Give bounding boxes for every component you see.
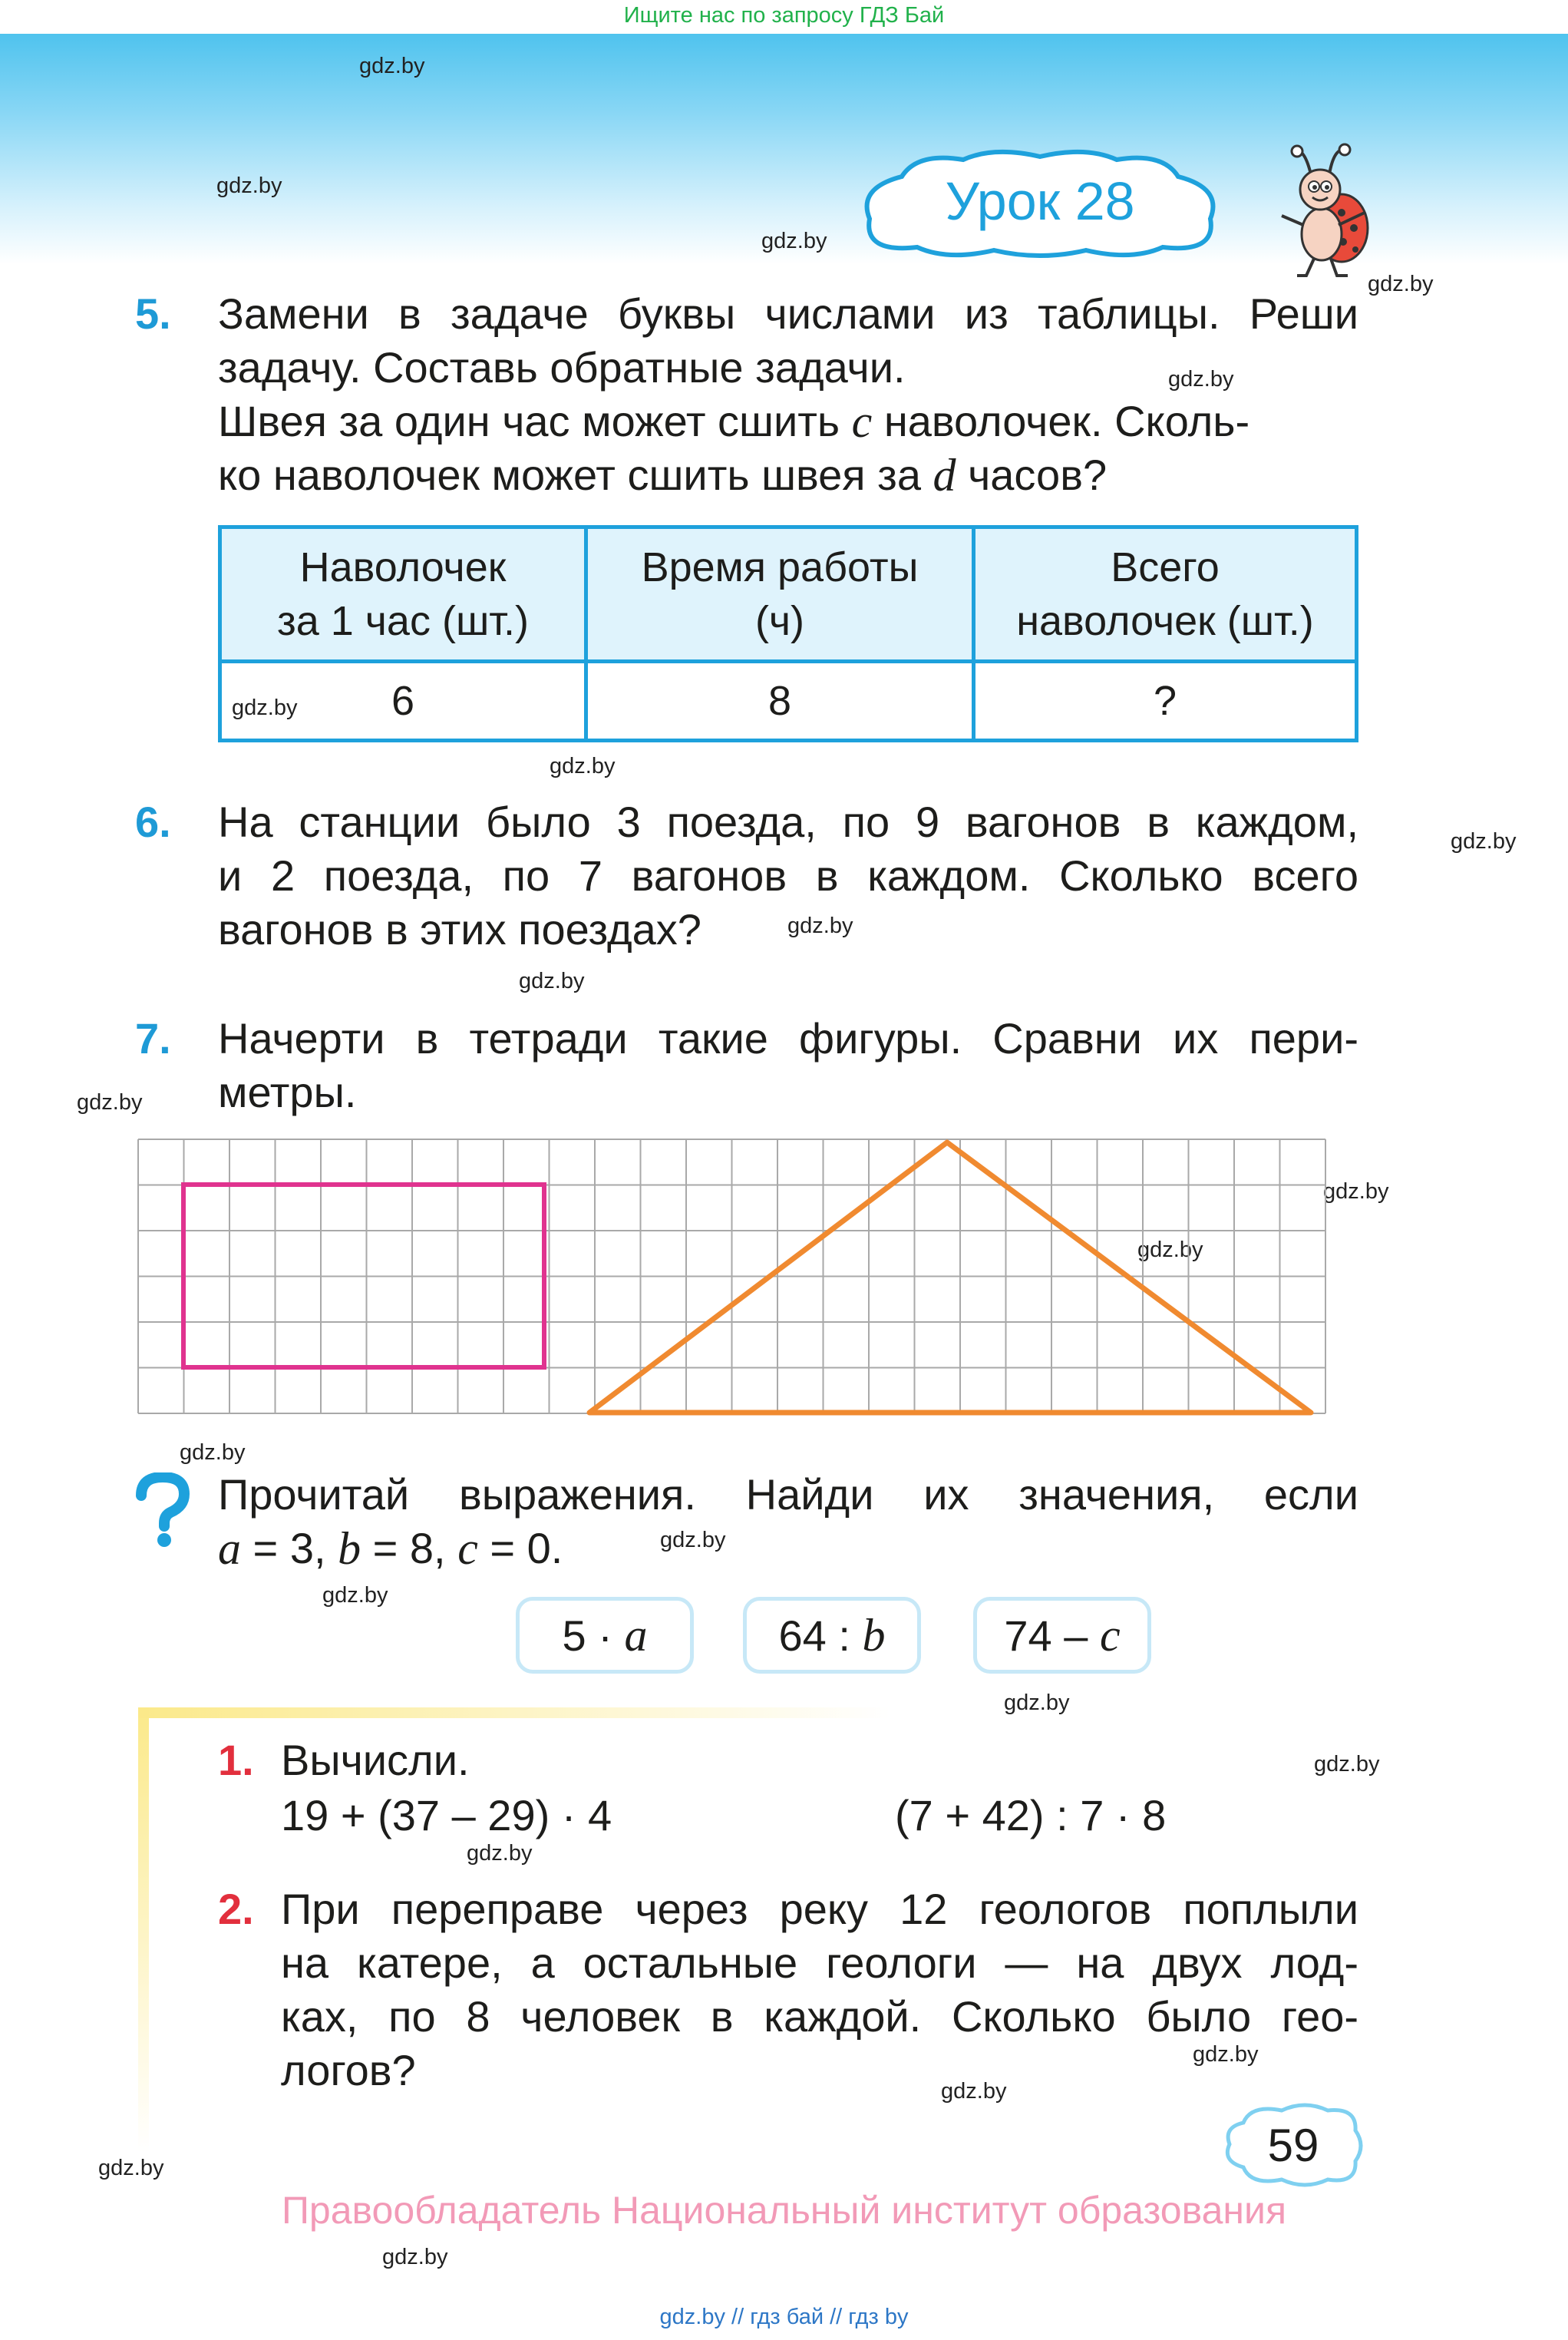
table-cell: ?	[974, 662, 1357, 741]
task5-line2: задачу. Составь обратные задачи.	[218, 343, 906, 392]
review-task2-line1: При переправе через реку 12 геологов поплыли	[281, 1885, 1358, 1933]
text-segment: = 8,	[361, 1524, 458, 1572]
expression-text: 5 ·	[562, 1611, 625, 1660]
task-number: 6.	[135, 798, 171, 846]
expression-variable: a	[624, 1610, 648, 1661]
header-line: (ч)	[754, 598, 805, 644]
watermark: gdz.by	[1193, 2042, 1259, 2067]
expression-box	[973, 1597, 1151, 1674]
task-number: 1.	[218, 1736, 254, 1784]
variable-d: d	[933, 450, 956, 501]
task5-line1: Замени в задаче буквы числами из таблицы. Реши	[218, 289, 1358, 338]
page-number: 59	[1267, 2120, 1319, 2171]
expression-variable: b	[862, 1610, 886, 1661]
review-task1-title: Вычисли.	[281, 1736, 470, 1784]
expression-variable: c	[1099, 1610, 1121, 1661]
watermark: gdz.by	[519, 969, 585, 993]
watermark: gdz.by	[180, 1440, 246, 1465]
text-segment: = 0.	[477, 1524, 563, 1572]
watermark: gdz.by	[941, 2079, 1007, 2104]
ladybug-icon	[1274, 142, 1374, 280]
top-banner[interactable]: Ищите нас по запросу ГДЗ Бай	[623, 3, 945, 28]
watermark: gdz.by	[787, 914, 853, 938]
text-segment: = 3,	[241, 1524, 338, 1572]
watermark: gdz.by	[359, 54, 425, 78]
variable-c: c	[457, 1523, 478, 1574]
text-segment: часов?	[956, 451, 1108, 499]
watermark: gdz.by	[1451, 829, 1517, 854]
table-header-cell	[220, 527, 586, 662]
task6-line1: На станции было 3 поезда, по 9 вагонов в каждом,	[218, 798, 1358, 846]
task5-line4	[218, 448, 1358, 502]
header-line: Время работы	[641, 544, 919, 590]
text-segment: Швея за один час может сшить	[218, 397, 852, 445]
triangle-figure	[589, 1142, 1311, 1413]
task5-line3	[218, 395, 1358, 448]
header-line: наволочек (шт.)	[1016, 598, 1314, 644]
watermark: gdz.by	[232, 696, 298, 720]
table-header-row	[220, 527, 1357, 662]
question-line2	[218, 1522, 1358, 1575]
text-segment: ко наволочек может сшить швея за	[218, 451, 933, 499]
table-row	[220, 662, 1357, 741]
watermark: gdz.by	[467, 1841, 533, 1866]
watermark: gdz.by	[1314, 1752, 1380, 1776]
table-cell: 6	[220, 662, 586, 741]
bottom-links[interactable]: gdz.by // гдз бай // гдз by	[659, 2305, 909, 2329]
table-header-cell	[974, 527, 1357, 662]
watermark: gdz.by	[1323, 1179, 1389, 1204]
table-header-cell	[586, 527, 974, 662]
expression-text: 64 :	[778, 1611, 863, 1660]
task7-line2: метры.	[218, 1068, 357, 1116]
header-line: Всего	[1111, 544, 1220, 590]
variable-a: a	[218, 1523, 241, 1574]
copyright-notice: Правообладатель Национальный институт образования	[281, 2189, 1287, 2232]
watermark: gdz.by	[550, 754, 616, 778]
watermark: gdz.by	[98, 2156, 164, 2180]
variable-c: c	[851, 396, 873, 447]
table-cell: 8	[586, 662, 974, 741]
review-task2-line3: ках, по 8 человек в каждой. Сколько было гео-	[281, 1992, 1358, 2041]
expression-box	[743, 1597, 921, 1674]
watermark: gdz.by	[1168, 367, 1234, 392]
variable-b: b	[338, 1523, 361, 1574]
watermark: gdz.by	[1004, 1691, 1070, 1715]
watermark: gdz.by	[1368, 272, 1434, 296]
task-number: 5.	[135, 289, 171, 338]
task7-line1: Начерти в тетради такие фигуры. Сравни их пери-	[218, 1014, 1358, 1063]
header-line: Наволочек	[299, 544, 507, 590]
watermark: gdz.by	[761, 229, 827, 253]
expression-box	[516, 1597, 694, 1674]
watermark: gdz.by	[322, 1583, 388, 1608]
watermark: gdz.by	[216, 174, 282, 198]
task-number: 2.	[218, 1885, 254, 1933]
watermark: gdz.by	[382, 2245, 448, 2269]
question-line1: Прочитай выражения. Найди их значения, если	[218, 1470, 1358, 1519]
watermark: gdz.by	[1137, 1238, 1203, 1262]
task6-line3: вагонов в этих поездах?	[218, 905, 701, 954]
review-task2-line2: на катере, а остальные геологи — на двух лод-	[281, 1938, 1358, 1987]
text-segment: наволочек. Сколь-	[872, 397, 1250, 445]
watermark: gdz.by	[77, 1090, 143, 1115]
review-task2-line4: логов?	[281, 2046, 416, 2094]
header-line: за 1 час (шт.)	[276, 598, 530, 644]
expression-text: 74 –	[1004, 1611, 1100, 1660]
review-task1-expr1: 19 + (37 – 29) · 4	[281, 1791, 612, 1839]
watermark: gdz.by	[660, 1528, 726, 1552]
lesson-title: Урок 28	[945, 171, 1135, 231]
question-mark-icon	[130, 1472, 192, 1549]
task6-line2: и 2 поезда, по 7 вагонов в каждом. Сколько всего	[218, 851, 1358, 900]
review-task1-expr2: (7 + 42) : 7 · 8	[895, 1791, 1167, 1839]
task5-table	[218, 525, 1358, 742]
grid-lines	[138, 1139, 1325, 1413]
task-number: 7.	[135, 1014, 171, 1063]
grid-figures	[137, 1138, 1358, 1416]
